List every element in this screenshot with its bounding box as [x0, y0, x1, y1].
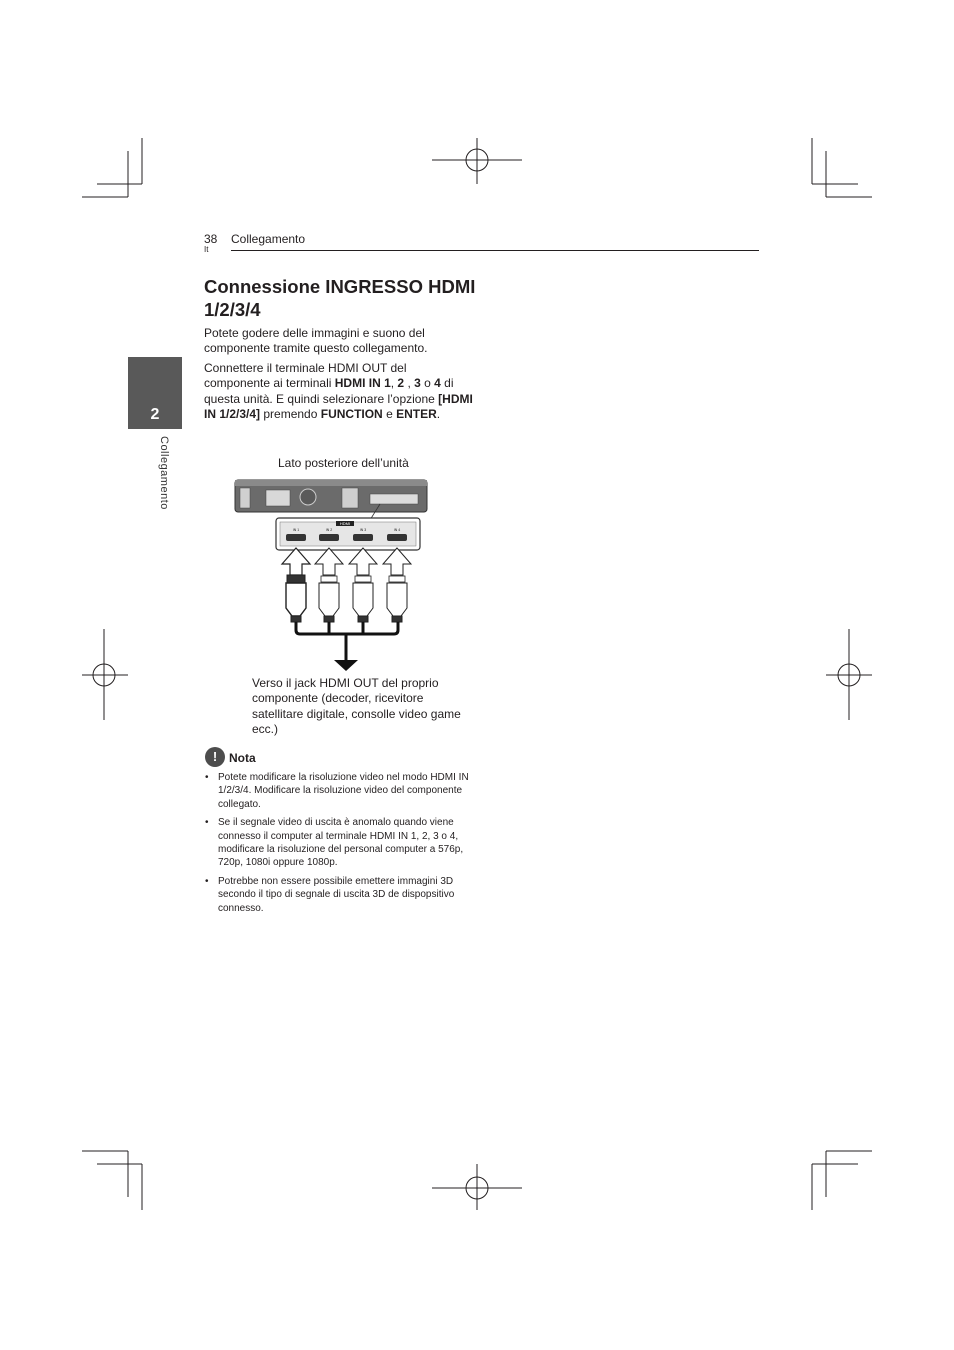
port-label-in4: IN 4 [393, 528, 401, 532]
instruction-bold: 3 [414, 376, 421, 391]
instruction-text: di questa unità. E quindi selezionare l’opzione [204, 376, 454, 406]
chapter-label: Collegamento [158, 436, 170, 510]
cable-4 [383, 548, 411, 622]
instruction-bold: ENTER [396, 406, 437, 421]
hdmi-port-1 [286, 534, 306, 541]
instruction-bold: 4 [434, 376, 441, 391]
port-label-in1: IN 1 [292, 528, 300, 532]
cable-2 [315, 548, 343, 622]
note-list [204, 771, 472, 920]
section-header: Collegamento [231, 232, 306, 246]
hdmi-cables [282, 548, 411, 622]
list-item: • Potrebbe non essere possibile emettere immagini 3D secondo il tipo di segnale di uscita 3D de dispopsitivo connesso. [204, 875, 472, 915]
diagram-caption-top: Lato posteriore dell’unità [278, 456, 409, 470]
intro-paragraph: Potete godere delle immagini e suono del componente tramite questo collegamento. [204, 326, 428, 356]
cable-bundle [296, 622, 398, 660]
unit-rear-panel [235, 480, 427, 520]
instruction-text: premendo [260, 406, 321, 421]
list-item: • Potete modificare la risoluzione video nel modo HDMI IN 1/2/3/4. Modificare la risoluzione video del componente collegato. [204, 771, 472, 811]
down-arrow-icon [334, 660, 358, 671]
instruction-bold: FUNCTION [320, 406, 383, 421]
cable-3 [349, 548, 377, 622]
hdmi-connection-diagram [230, 470, 430, 675]
diagram-caption-bottom: Verso il jack HDMI OUT del proprio componente (decoder, ricevitore satellitare digitale, consolle video game ecc.) [252, 676, 461, 736]
page-language: It [204, 245, 209, 254]
hdmi-panel [276, 518, 420, 550]
exclamation-icon: ! [205, 747, 225, 767]
hdmi-port-2 [319, 534, 339, 541]
instruction-text: e [382, 406, 397, 421]
instruction-bold: 2 [397, 376, 405, 391]
instruction-text: Connettere il terminale HDMI OUT del componente ai terminali [204, 361, 407, 391]
hdmi-port-4 [387, 534, 407, 541]
instruction-text: o [420, 376, 435, 391]
instruction-paragraph [204, 361, 474, 422]
chapter-number: 2 [150, 406, 160, 423]
cable-1 [282, 548, 310, 622]
note-title: Nota [229, 751, 256, 765]
port-label-in3: IN 3 [359, 528, 367, 532]
list-item: • Se il segnale video di uscita è anomalo quando viene connesso il computer al terminale HDMI IN 1, 2, 3 o 4, modificare la risoluzione del personal computer a 576p, 720p, 1080i oppure 1080p. [204, 816, 472, 870]
page-number: 38 [204, 232, 218, 246]
page-title: Connessione INGRESSO HDMI 1/2/3/4 [204, 276, 476, 320]
port-label-in2: IN 2 [325, 528, 333, 532]
instruction-text: , [390, 376, 398, 391]
header-rule [231, 250, 759, 251]
instruction-text: . [436, 406, 441, 421]
instruction-bold: [HDMI IN 1/2/3/4] [204, 391, 473, 421]
hdmi-panel-label: HDMI [339, 521, 351, 526]
instruction-bold: HDMI IN 1 [334, 376, 391, 391]
hdmi-port-3 [353, 534, 373, 541]
instruction-text: , [404, 376, 415, 391]
